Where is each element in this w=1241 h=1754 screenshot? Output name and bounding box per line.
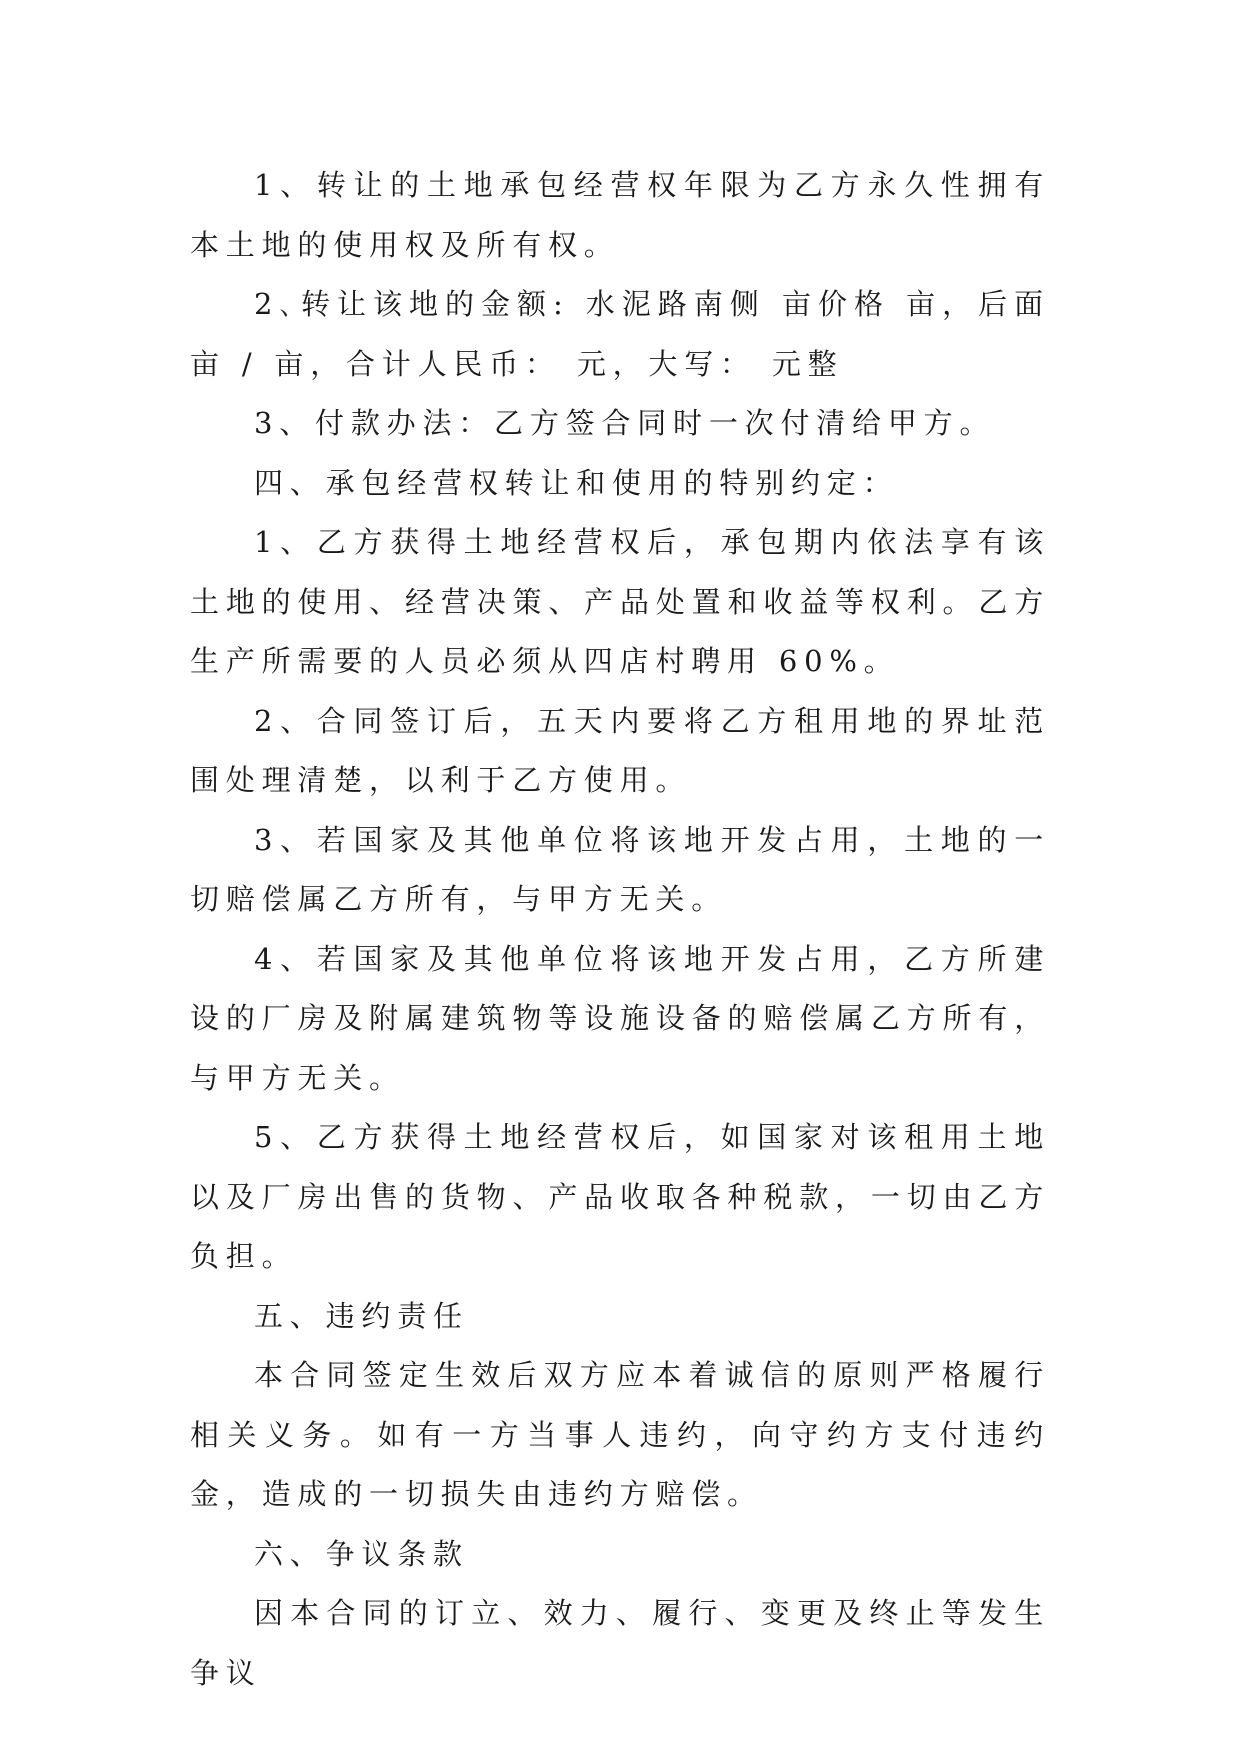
clause-land-compensation: 3、若国家及其他单位将该地开发占用，土地的一切赔偿属乙方所有，与甲方无关。 bbox=[190, 822, 1050, 916]
clause-boundary: 2、合同签订后，五天内要将乙方租用地的界址范围处理清楚，以利于乙方使用。 bbox=[190, 703, 1050, 797]
clause-dispute: 因本合同的订立、效力、履行、变更及终止等发生争议 bbox=[190, 1596, 1050, 1690]
clause-transfer-term: 1、转让的土地承包经营权年限为乙方永久性拥有本土地的使用权及所有权。 bbox=[190, 168, 1050, 262]
clause-building-compensation: 4、若国家及其他单位将该地开发占用，乙方所建设的厂房及附属建筑物等设施设备的赔偿属乙方所有，与甲方无关。 bbox=[190, 941, 1050, 1095]
clause-liability: 本合同签定生效后双方应本着诚信的原则严格履行相关义务。如有一方当事人违约，向守约方支付违约金，造成的一切损失由违约方赔偿。 bbox=[190, 1358, 1050, 1511]
clause-payment-method: 3、付款办法：乙方签合同时一次付清给甲方。 bbox=[254, 406, 996, 440]
section-heading-liability: 五、违约责任 bbox=[254, 1298, 469, 1333]
clause-land-rights: 1、乙方获得土地经营权后，承包期内依法享有该土地的使用、经营决策、产品处置和收益等权利。乙方生产所需要的人员必须从四店村聘用 60%。 bbox=[190, 525, 1050, 678]
clause-transfer-amount: 2､转让该地的金额: 水泥路南侧 亩价格 亩，后面 亩 / 亩，合计人民币： 元，大写： 元整 bbox=[190, 287, 1050, 381]
section-heading-special-terms: 四、承包经营权转让和使用的特别约定： bbox=[254, 465, 899, 500]
clause-taxes: 5、乙方获得土地经营权后，如国家对该租用土地以及厂房出售的货物、产品收取各种税款，一切由乙方负担。 bbox=[190, 1120, 1050, 1273]
section-heading-dispute: 六、争议条款 bbox=[254, 1536, 469, 1571]
document-body bbox=[190, 156, 1050, 1703]
